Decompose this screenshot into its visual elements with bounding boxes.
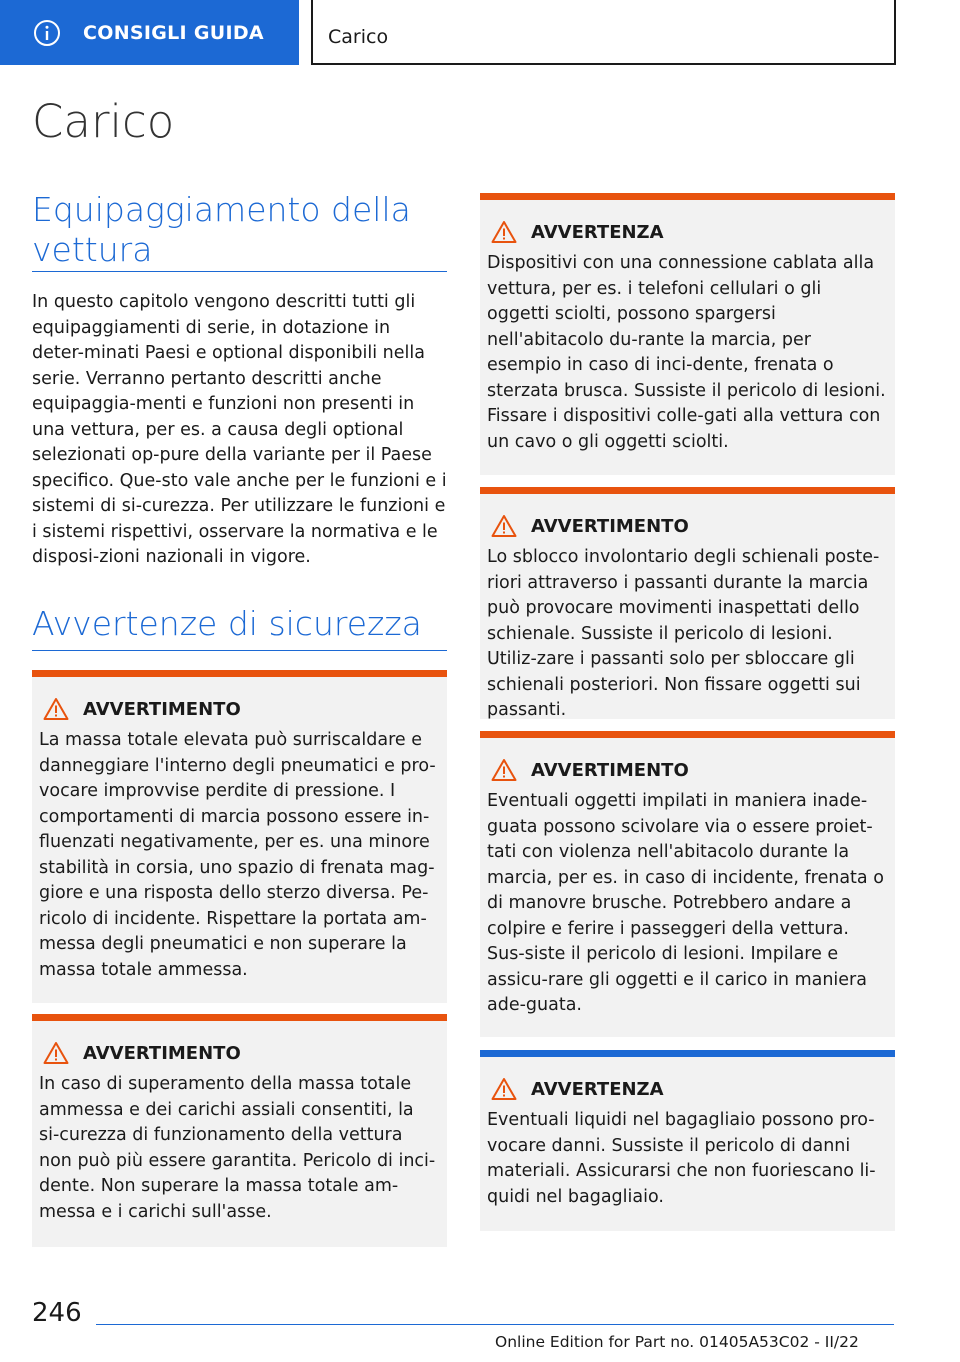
notice-text: Eventuali liquidi nel bagagliaio possono pro-vocare danni. Sussiste il pericolo di danni materiali. Assicurarsi che non fuoriescano li-quidi nel bagagliaio. (487, 1110, 876, 1207)
warning-bar (480, 731, 895, 738)
breadcrumb-text: Carico (328, 26, 389, 48)
notice-bar (480, 193, 895, 200)
footer-divider (96, 1324, 894, 1325)
section-heading-safety: Avvertenze di sicurezza (32, 604, 422, 643)
warning-bar (32, 1014, 447, 1021)
warning-bar (32, 670, 447, 677)
notice-title: AVVERTENZA (531, 221, 664, 243)
warning-text: La massa totale elevata può surriscaldare e danneggiare l'interno degli pneumatici e pro-vocare improvvise perdite di pressione. I comportamenti di marcia possono essere in-fluenzati negativamente, per es. una minore stabilità in corsia, uno spazio di frenata mag-giore e una risposta dello sterzo diversa. Pe-ricolo di incidente. Rispettare la portata am-messa degli pneumatici e non superare la massa totale ammessa. (39, 730, 436, 980)
heading-divider (32, 650, 447, 651)
warning-box (32, 1014, 447, 1247)
equipment-paragraph: In questo capitolo vengono descritti tutti gli equipaggiamenti di serie, in dotazione in deter-minati Paesi e optional disponibili nella serie. Verranno pertanto descritti anche equipaggia-menti e funzioni non presenti in una vettura, per es. a causa degli optional selezionati op-pure della variante per il Paese specifico. Que-sto vale anche per le funzioni e i sistemi di si-curezza. Per utilizzare le funzioni e i sistemi rispettivi, osservare la normativa e le disposi-zioni nazionali in vigore. (32, 292, 447, 567)
section-heading-equipment: Equipaggiamento della vettura (32, 190, 411, 269)
warning-text: Lo sblocco involontario degli schienali poste-riori attraverso i passanti durante la marcia può provocare movimenti inaspettati dello schienale. Sussiste il pericolo di lesioni. Utiliz-zare i passanti solo per sbloccare gli schienali posteriori. Non fissare oggetti sui passanti. (487, 547, 880, 720)
warning-triangle-icon (43, 1041, 69, 1065)
warning-bar (480, 487, 895, 494)
warning-text: In caso di superamento della massa totale ammessa e dei carichi assiali consentiti, la si-curezza di funzionamento della vettura non può più essere garantita. Pericolo di inci-dente. Non superare la massa totale am-messa e i carichi sull'asse. (39, 1074, 436, 1222)
warning-text: Eventuali oggetti impilati in maniera inade-guata possono scivolare via o essere proiet-tati con violenza nell'abitacolo durante la marcia, per es. in caso di incidente, frenata o di manovre brusche. Potrebbero andare a colpire e ferire i passeggeri della vettura. Sus-siste il pericolo di lesioni. Impilare e assicu-rare gli oggetti e il carico in maniera ade-guata. (487, 791, 884, 1015)
notice-text: Dispositivi con una connessione cablata alla vettura, per es. i telefoni cellulari o gli oggetti sciolti, possono spargersi nell'abitacolo du-rante la marcia, per esempio in caso di inci-dente, frenata o sterzata brusca. Sussiste il pericolo di lesioni. Fissare i dispositivi colle-gati alla vettura con un cavo o gli oggetti sciolti. (487, 253, 886, 452)
warning-triangle-icon (43, 697, 69, 721)
breadcrumb (311, 0, 896, 65)
warning-title: AVVERTIMENTO (83, 1042, 241, 1064)
heading-divider (32, 271, 447, 272)
warning-box (480, 487, 895, 719)
warning-triangle-icon (491, 514, 517, 538)
section-tab-label: CONSIGLI GUIDA (83, 21, 264, 44)
page-number: 246 (32, 1298, 82, 1328)
warning-title: AVVERTIMENTO (531, 759, 689, 781)
notice-box (480, 193, 895, 475)
section-tab[interactable] (0, 0, 299, 65)
notice-box (480, 1050, 895, 1231)
warning-box (32, 670, 447, 1003)
warning-triangle-icon (491, 1077, 517, 1101)
warning-triangle-icon (491, 758, 517, 782)
warning-box (480, 731, 895, 1037)
notice-bar (480, 1050, 895, 1057)
warning-title: AVVERTIMENTO (83, 698, 241, 720)
warning-title: AVVERTIMENTO (531, 515, 689, 537)
footer-edition: Online Edition for Part no. 01405A53C02 - II/22 (495, 1333, 859, 1351)
warning-triangle-icon (491, 220, 517, 244)
notice-title: AVVERTENZA (531, 1078, 664, 1100)
info-icon (33, 19, 61, 47)
page-title: Carico (32, 95, 175, 148)
